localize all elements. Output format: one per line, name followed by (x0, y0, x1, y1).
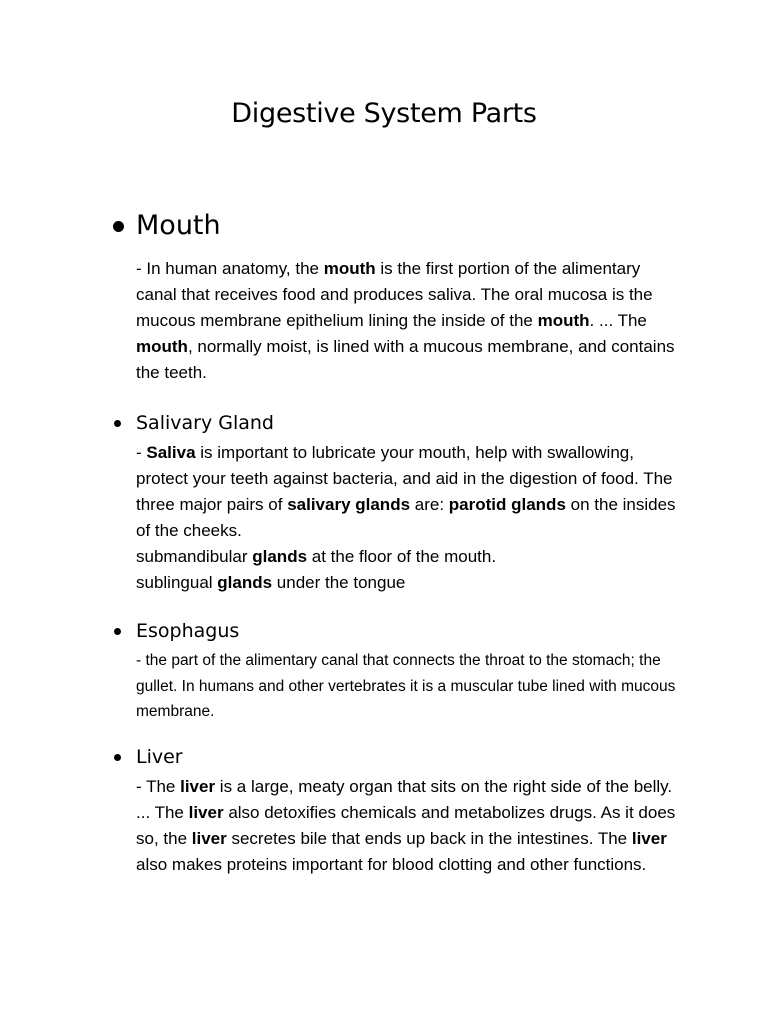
body-text-bold: liver (191, 829, 227, 848)
section-mouth (0, 208, 768, 382)
section-body (136, 774, 681, 878)
body-text-bold: mouth (136, 337, 188, 356)
body-text-run: at the floor of the mouth. (307, 547, 497, 566)
body-text-run: . ... The (589, 311, 647, 330)
section-liver (0, 744, 768, 874)
section-heading: Esophagus (136, 620, 240, 642)
body-text-bold: mouth (537, 311, 590, 330)
body-text-run: - the part of the alimentary canal that connects the throat to the stomach; the gullet. In humans and other vertebrates it is a muscular tube lined with mucous membrane. (136, 652, 676, 720)
section-heading: Mouth (136, 210, 221, 241)
section-esophagus (0, 618, 768, 720)
bullet-icon (114, 754, 121, 761)
body-text-run: is the first portion of the alimentary canal that receives food and produces saliva. The oral mucosa is the mucous membrane epithelium lining the inside of the (136, 259, 653, 330)
body-text-bold: parotid glands (448, 495, 566, 514)
body-text-run: - The (136, 777, 181, 796)
body-text-run: also detoxifies chemicals and metabolizes drugs. As it does so, the (136, 803, 676, 848)
body-text-run: , normally moist, is lined with a mucous membrane, and contains the teeth. (136, 337, 675, 382)
body-text-run: also makes proteins important for blood clotting and other functions. (136, 855, 647, 874)
body-text-bold: liver (631, 829, 667, 848)
body-text-run: submandibular (136, 547, 253, 566)
body-text-bold: liver (180, 777, 216, 796)
body-text-run: sublingual (136, 573, 218, 592)
body-text-bold: liver (188, 803, 224, 822)
section-body (136, 256, 681, 386)
body-text-run: secretes bile that ends up back in the intestines. The (226, 829, 632, 848)
body-text-run: on the insides of the cheeks. (136, 495, 676, 540)
document-title: Digestive System Parts (231, 98, 537, 129)
section-heading-row (0, 208, 768, 244)
section-body (136, 648, 681, 725)
section-heading: Salivary Gland (136, 412, 274, 434)
section-heading: Liver (136, 746, 183, 768)
bullet-icon (114, 420, 121, 427)
body-text-run: under the tongue (272, 573, 406, 592)
body-text-bold: glands (217, 573, 273, 592)
body-text-run: are: (410, 495, 449, 514)
section-body (136, 440, 681, 596)
body-text-run: is a large, meaty organ that sits on the right side of the belly. ... The (136, 777, 673, 822)
body-text-run: - In human anatomy, the (136, 259, 324, 278)
body-text-bold: glands (252, 547, 308, 566)
bullet-icon (113, 221, 124, 232)
section-salivary-gland (0, 410, 768, 592)
body-text-run: is important to lubricate your mouth, help with swallowing, protect your teeth against bacteria, and aid in the digestion of food. The three major pairs of (136, 443, 673, 514)
bullet-icon (114, 628, 121, 635)
body-text-bold: Saliva (146, 443, 196, 462)
body-text-bold: mouth (323, 259, 376, 278)
body-text-bold: salivary glands (287, 495, 411, 514)
body-text-run: - (136, 443, 147, 462)
